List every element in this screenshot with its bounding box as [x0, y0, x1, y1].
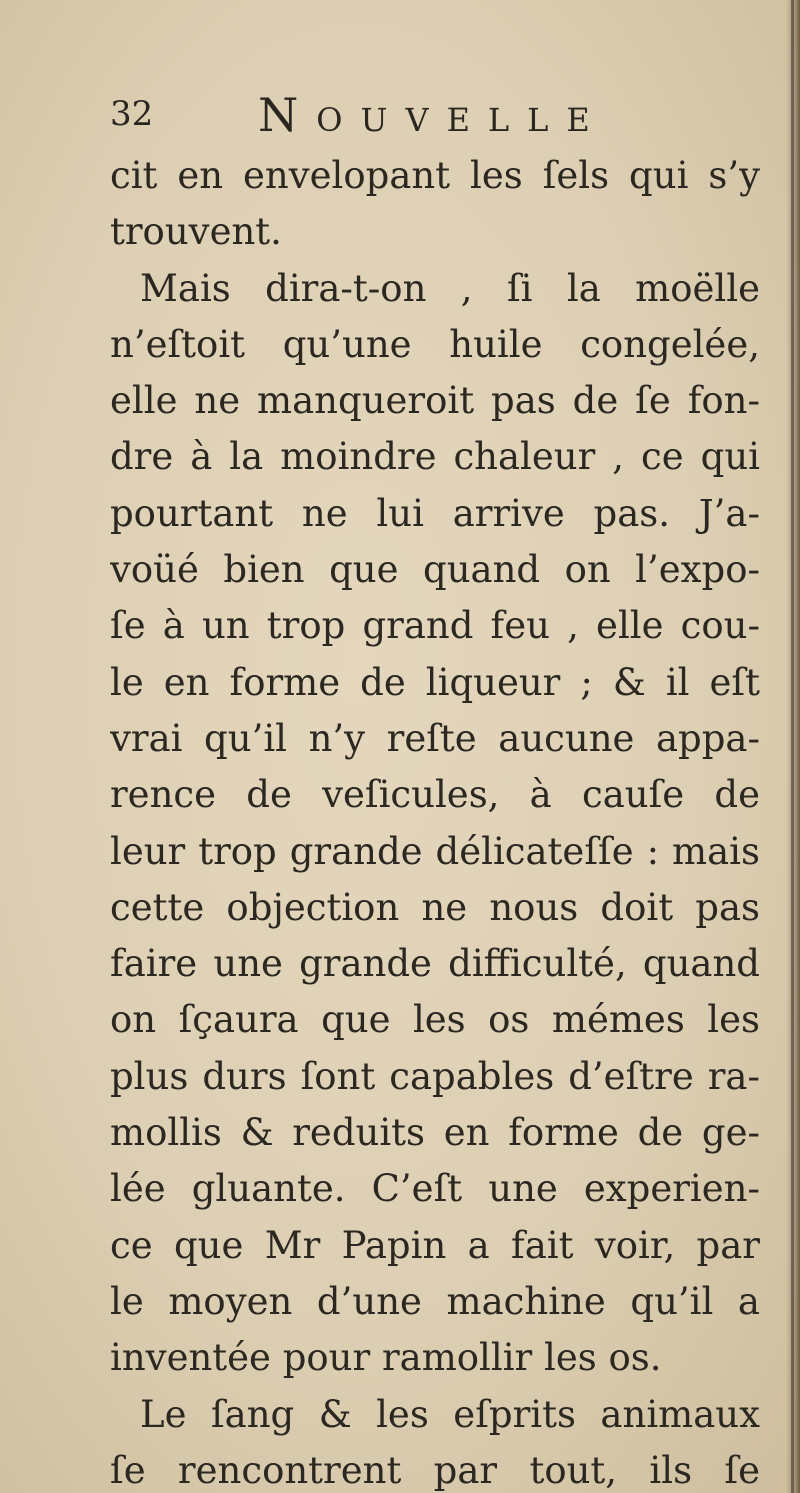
text-line: cit en envelopant les ſels qui s’y [110, 154, 760, 197]
page-header [108, 88, 668, 148]
text-line: ſe à un trop grand feu , elle cou- [110, 604, 760, 648]
text-line: Mais dira-t-on , ſi la moëlle [140, 266, 760, 310]
text-line: cette objection ne nous doit pas [110, 885, 760, 929]
text-line: on ſçaura que les os mémes les [110, 998, 760, 1042]
text-line: faire une grande difficulté, quand [110, 942, 760, 986]
text-line: lée gluante. C’eſt une experien- [110, 1167, 760, 1211]
text-line: pourtant ne lui arrive pas. J’a- [110, 491, 760, 535]
text-line: le en forme de liqueur ; & il eſt [110, 660, 760, 704]
text-line: dre à la moindre chaleur , ce qui [110, 435, 760, 479]
text-line: vrai qu’il n’y reſte aucune appa- [110, 716, 760, 760]
text-line: rence de veſicules, à cauſe de [110, 773, 760, 817]
text-line: plus durs ſont capables d’eſtre ra- [110, 1054, 760, 1098]
text-line: elle ne manqueroit pas de ſe fon- [110, 379, 760, 423]
text-line: n’eſtoit qu’une huile congelée, [110, 322, 760, 366]
text-line: inventée pour ramollir les os. [110, 1336, 662, 1380]
text-line: trouvent. [110, 210, 282, 254]
text-line: le moyen d’une machine qu’il a [110, 1279, 760, 1323]
binding-edge [791, 0, 794, 1493]
text-line: leur trop grande délicateſſe : mais [110, 829, 760, 873]
text-line: ce que Mr Papin a fait voir, par [110, 1223, 760, 1267]
running-head: Nouvelle [258, 88, 608, 142]
text-line: voüé bien que quand on l’expo- [110, 548, 760, 592]
text-line: ſe rencontrent par tout, ils ſe [110, 1448, 760, 1492]
page-number: 32 [110, 94, 154, 134]
body-text [110, 148, 760, 1493]
text-line: mollis & reduits en forme de ge- [110, 1111, 760, 1155]
text-line: Le ſang & les eſprits animaux [140, 1392, 760, 1436]
